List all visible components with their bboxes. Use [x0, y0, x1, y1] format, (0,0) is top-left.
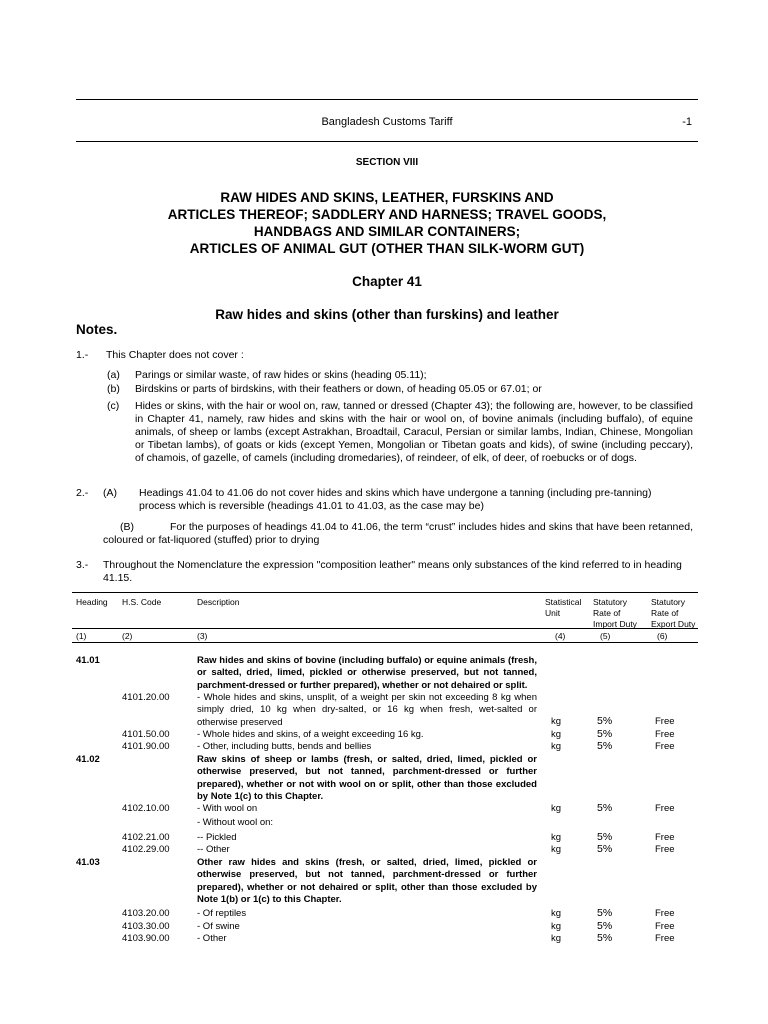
- col-header-unit: Statistical Unit: [545, 597, 582, 618]
- table-row-export-rate: Free: [655, 716, 675, 727]
- table-row-description: - Without wool on:: [197, 817, 274, 828]
- section-title-line: HANDBAGS AND SIMILAR CONTAINERS;: [253, 224, 521, 239]
- col-header-export: Statutory Rate of Export Duty: [651, 597, 696, 629]
- table-row-description: Raw skins of sheep or lambs (fresh, or salted, dried, limed, pickled or otherwise preserved, but not tanned, parchment-dressed or further prepared), whether or not with wool on or split, other than those excluded by Note 1(c) to this Chapter.: [197, 754, 537, 803]
- table-row-description: Raw hides and skins of bovine (including buffalo) or equine animals (fresh, or salted, dried, limed, pickled or otherwise preserved, but not tanned, parchment-dressed or further prepared), whether or not dehaired or split.: [197, 655, 537, 691]
- table-row-hs-code: 4101.20.00: [122, 692, 170, 703]
- header-rule: [76, 141, 698, 142]
- note-item-label: (c): [107, 400, 120, 412]
- table-row-hs-code: 4103.90.00: [122, 933, 170, 944]
- table-top-rule: [72, 592, 698, 593]
- section-title-line: ARTICLES THEREOF; SADDLERY AND HARNESS; TRAVEL GOODS,: [167, 207, 607, 222]
- note-item-text: For the purposes of headings 41.04 to 41.06, the term “crust” includes hides and skins that have been retanned, coloured or fat-liquored (stuffed) prior to drying: [103, 521, 693, 546]
- col-number: (3): [197, 631, 208, 641]
- table-row-description: -- Other: [197, 844, 230, 855]
- note-item-text: Parings or similar waste, of raw hides or skins (heading 05.11);: [135, 369, 427, 381]
- table-row-import-rate: 5%: [597, 802, 613, 814]
- table-row-unit: kg: [551, 729, 562, 740]
- note-text: This Chapter does not cover :: [106, 349, 244, 361]
- table-colnum-rule: [72, 642, 698, 643]
- table-row-hs-code: 4102.29.00: [122, 844, 170, 855]
- table-row-import-rate: 5%: [597, 831, 613, 843]
- table-row-unit: kg: [551, 832, 562, 843]
- table-row-heading: 41.03: [76, 857, 100, 868]
- col-header-hs-code: H.S. Code: [122, 597, 162, 607]
- table-row-unit: kg: [551, 844, 562, 855]
- table-row-unit: kg: [551, 716, 562, 727]
- note-item-label: (a): [107, 369, 120, 381]
- table-row-description: - With wool on: [197, 803, 258, 814]
- table-row-heading: 41.02: [76, 754, 100, 765]
- table-row-description: - Of swine: [197, 921, 240, 932]
- table-row-import-rate: 5%: [597, 728, 613, 740]
- table-row-export-rate: Free: [655, 908, 675, 919]
- table-row-import-rate: 5%: [597, 740, 613, 752]
- col-header-description: Description: [197, 597, 240, 607]
- page-number: -1: [682, 116, 692, 128]
- table-row-heading: 41.01: [76, 655, 100, 666]
- table-row-import-rate: 5%: [597, 932, 613, 944]
- chapter-title: Raw hides and skins (other than furskins) and leather: [215, 307, 559, 322]
- chapter-heading: Chapter 41: [352, 274, 422, 289]
- section-title-line: RAW HIDES AND SKINS, LEATHER, FURSKINS AND: [220, 190, 554, 205]
- table-row-export-rate: Free: [655, 803, 675, 814]
- table-row-unit: kg: [551, 741, 562, 752]
- col-number: (5): [600, 631, 611, 641]
- table-row-export-rate: Free: [655, 844, 675, 855]
- table-row-description: - Of reptiles: [197, 908, 247, 919]
- top-rule: [76, 99, 698, 100]
- table-row-description: -- Pickled: [197, 832, 237, 843]
- table-row-description: - Other, including butts, bends and bellies: [197, 741, 372, 752]
- col-number: (2): [122, 631, 133, 641]
- section-title: [76, 189, 698, 257]
- table-row-unit: kg: [551, 908, 562, 919]
- table-row-hs-code: 4102.21.00: [122, 832, 170, 843]
- table-row-description: Other raw hides and skins (fresh, or salted, dried, limed, pickled or otherwise preserved, but not tanned, parchment-dressed or further prepared), whether or not dehaired or split, other than those excluded by Note 1(b) or 1(c) to this Chapter.: [197, 857, 537, 906]
- table-row-description: - Whole hides and skins, unsplit, of a weight per skin not exceeding 8 kg when simply dried, 10 kg when dry-salted, or 16 kg when fresh, wet-salted or otherwise preserved: [197, 692, 537, 728]
- col-header-import: Statutory Rate of Import Duty: [593, 597, 637, 629]
- section-title-line: ARTICLES OF ANIMAL GUT (OTHER THAN SILK-WORM GUT): [189, 241, 585, 256]
- table-row-export-rate: Free: [655, 832, 675, 843]
- table-row-export-rate: Free: [655, 933, 675, 944]
- table-row-export-rate: Free: [655, 921, 675, 932]
- table-row-unit: kg: [551, 803, 562, 814]
- col-number: (1): [76, 631, 87, 641]
- table-row-unit: kg: [551, 921, 562, 932]
- table-row-import-rate: 5%: [597, 715, 613, 727]
- section-label: SECTION VIII: [355, 157, 419, 168]
- header-title: Bangladesh Customs Tariff: [321, 116, 453, 128]
- note-number: 1.-: [76, 349, 89, 361]
- notes-heading: Notes.: [76, 322, 118, 337]
- note-number: 3.-: [76, 559, 89, 571]
- note-item-text: Birdskins or parts of birdskins, with their feathers or down, of heading 05.05 or 67.01; or: [135, 383, 542, 395]
- col-header-heading: Heading: [76, 597, 108, 607]
- table-row-hs-code: 4101.50.00: [122, 729, 170, 740]
- note-number: 2.-: [76, 487, 89, 499]
- table-row-hs-code: 4102.10.00: [122, 803, 170, 814]
- table-row-import-rate: 5%: [597, 907, 613, 919]
- table-row-export-rate: Free: [655, 741, 675, 752]
- col-number: (6): [657, 631, 668, 641]
- note-item-text: Hides or skins, with the hair or wool on, raw, tanned or dressed (Chapter 43); the following are, however, to be classified in Chapter 41, namely, raw hides and skins with the hair or wool on, of bovine animals (including buffalo), of equine animals, of sheep or lambs (except Astrakhan, Broadtail, Caracul, Persian or similar lambs, Indian, Chinese, Mongolian or Tibetan lambs), of goats or kids (except Yemen, Mongolian or Tibetan goats and kids), of swine (including peccary), of chamois, of gazelle, of camels (including dromedaries), of reindeer, of elk, of deer, of roebucks or of dogs.: [135, 400, 693, 464]
- table-row-import-rate: 5%: [597, 843, 613, 855]
- note-item-label: (b): [107, 383, 120, 395]
- table-row-hs-code: 4103.30.00: [122, 921, 170, 932]
- table-row-unit: kg: [551, 933, 562, 944]
- note-text: Throughout the Nomenclature the expression "composition leather" means only substances of the kind referred to in heading 41.15.: [103, 559, 682, 584]
- table-row-description: - Other: [197, 933, 227, 944]
- note-item-label: (A): [103, 487, 117, 499]
- table-header-rule: [72, 628, 698, 629]
- table-row-hs-code: 4103.20.00: [122, 908, 170, 919]
- table-row-export-rate: Free: [655, 729, 675, 740]
- table-row-hs-code: 4101.90.00: [122, 741, 170, 752]
- table-row-import-rate: 5%: [597, 920, 613, 932]
- col-number: (4): [555, 631, 566, 641]
- note-item-text: Headings 41.04 to 41.06 do not cover hides and skins which have undergone a tanning (including pre-tanning) process which is reversible (headings 41.01 to 41.03, as the case may be): [139, 487, 652, 512]
- table-row-description: - Whole hides and skins, of a weight exceeding 16 kg.: [197, 729, 424, 740]
- note-item-label: (B): [120, 521, 134, 533]
